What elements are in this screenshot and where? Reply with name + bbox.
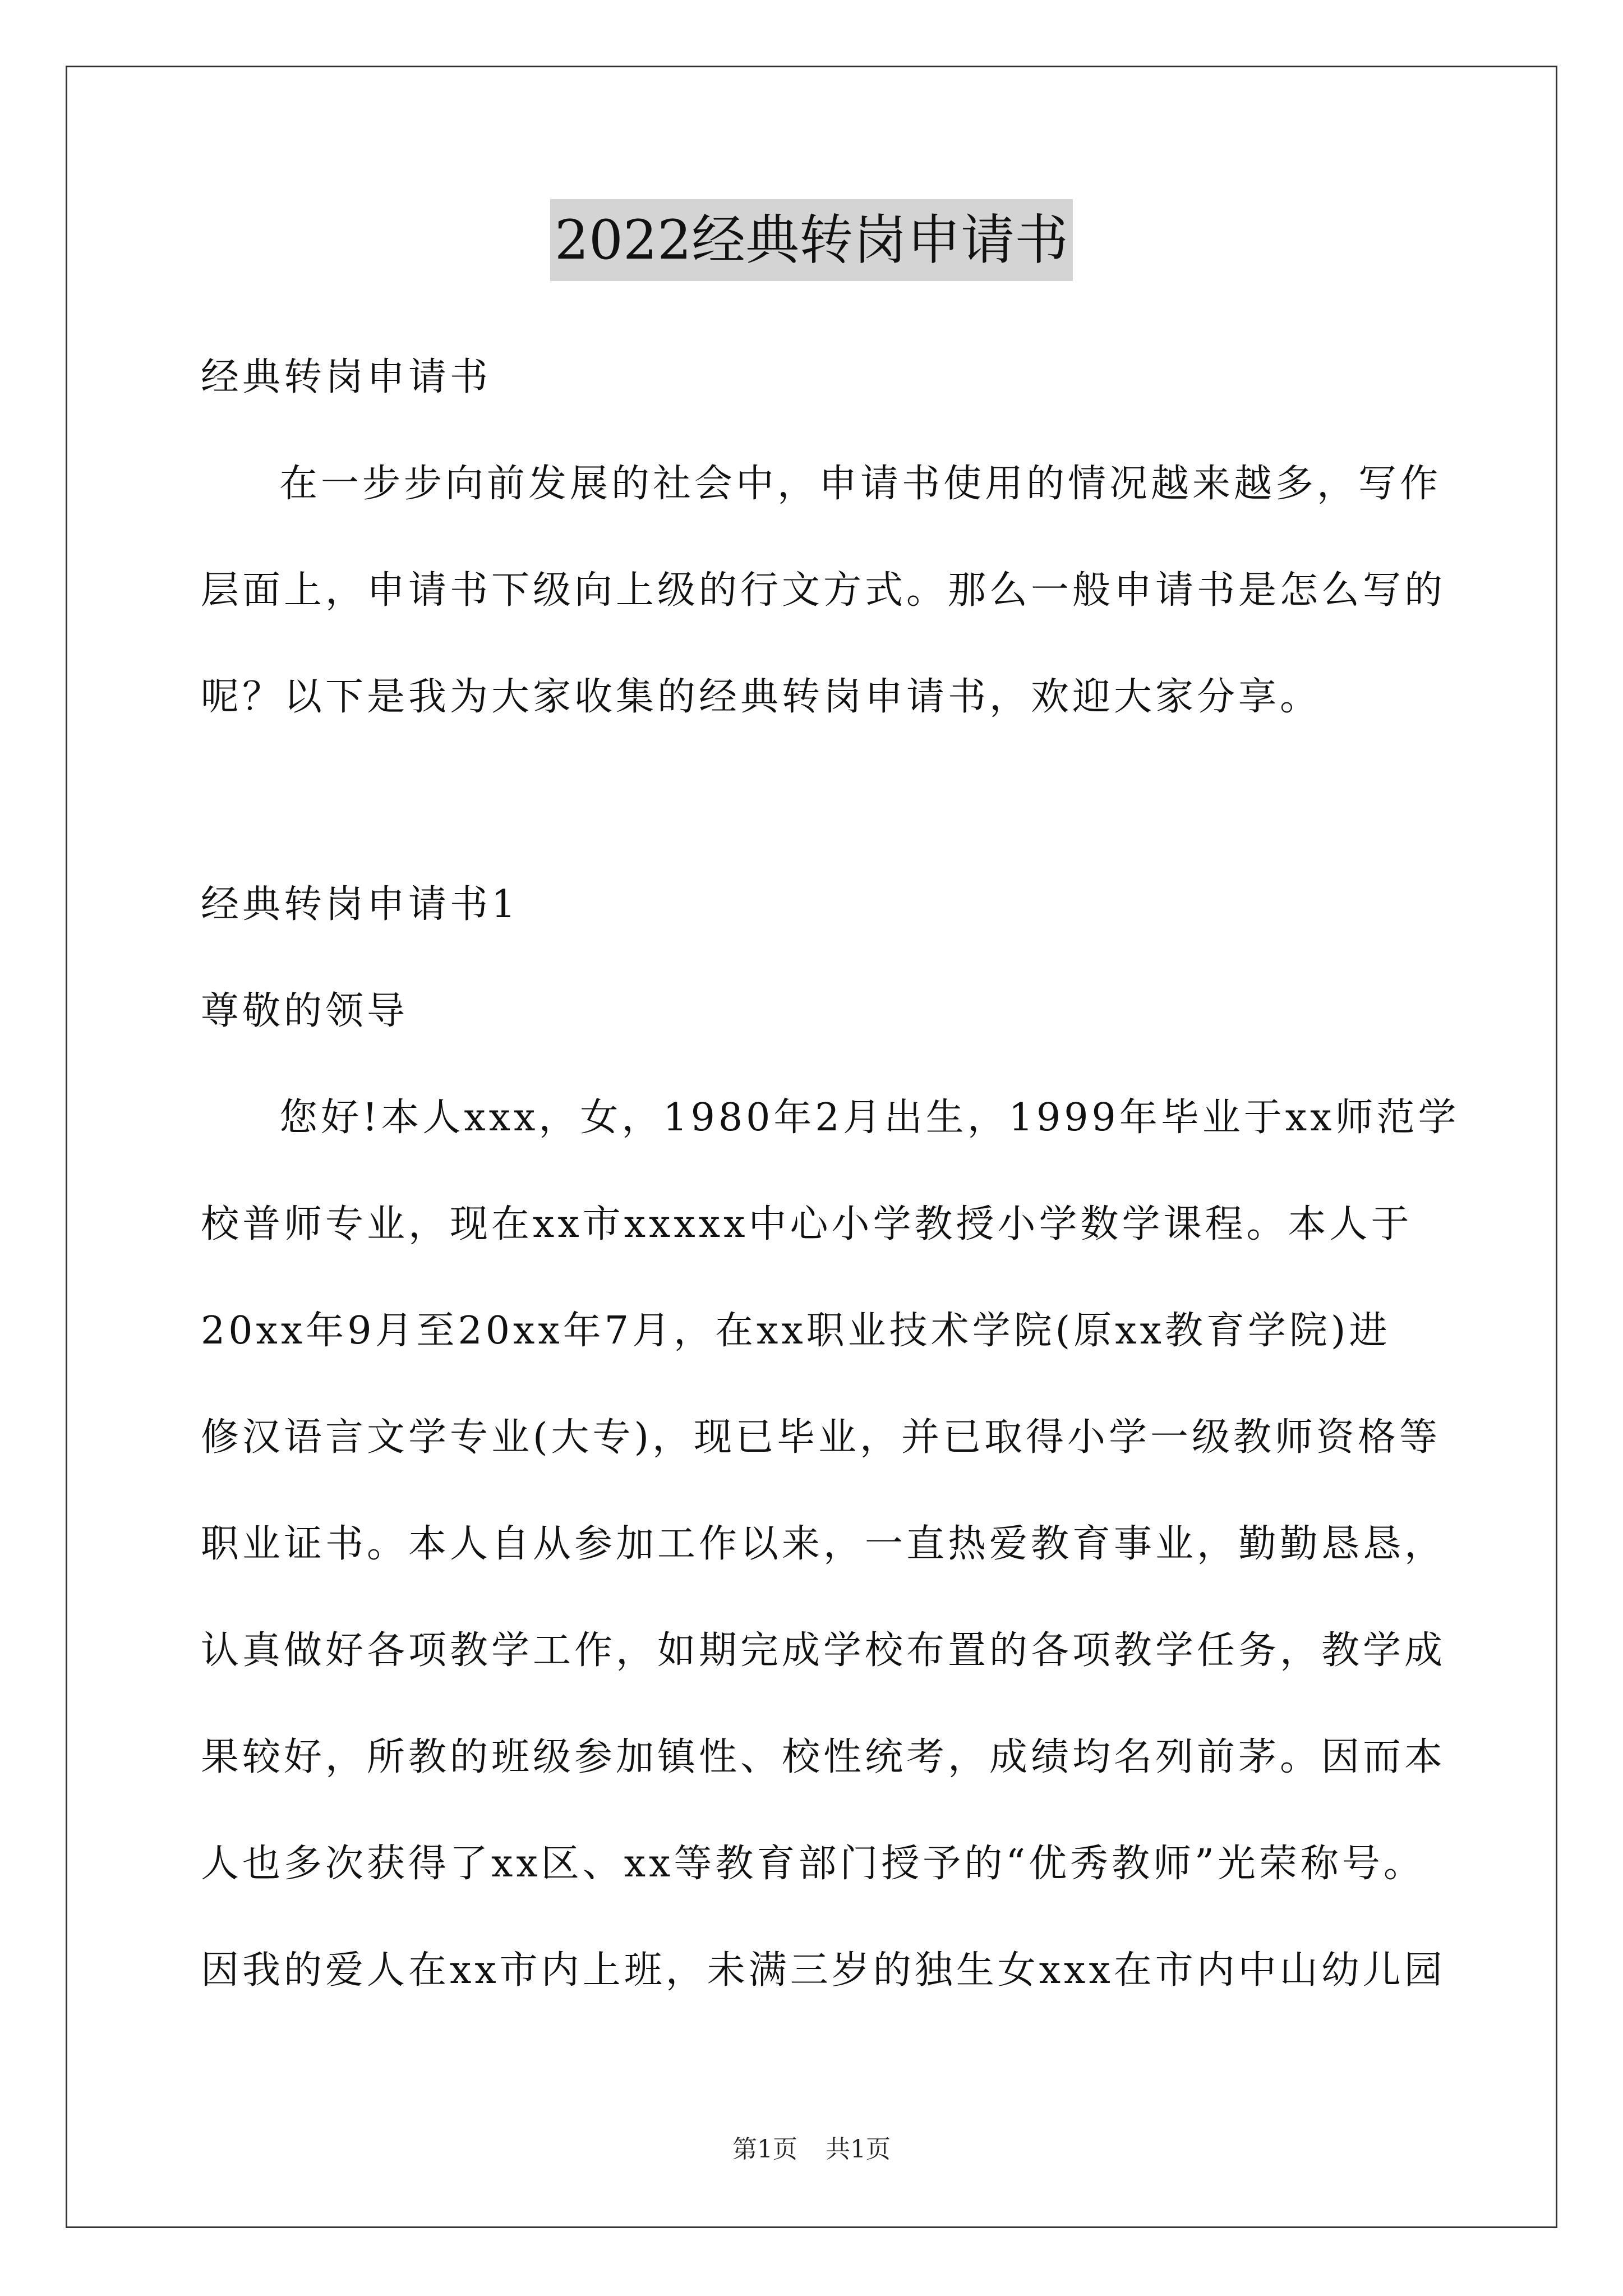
document-body (201, 341, 1460, 2041)
page-footer (0, 2129, 1623, 2165)
paragraph-gap (201, 767, 1437, 868)
title-wrap (0, 199, 1623, 281)
body-line: 您好!本人xxx，女，1980年2月出生，1999年毕业于xx师范学 (279, 1096, 1460, 1140)
body-line: 果较好，所教的班级参加镇性、校性统考，成绩均名列前茅。因而本 (201, 1735, 1446, 1779)
body-line: 20xx年9月至20xx年7月，在xx职业技术学院(原xx教育学院)进 (201, 1309, 1391, 1353)
intro-line: 呢？以下是我为大家收集的经典转岗申请书，欢迎大家分享。 (201, 675, 1322, 719)
body-line: 因我的爱人在xx市内上班，未满三岁的独生女xxx在市内中山幼儿园 (201, 1948, 1446, 1993)
page-total: 共1页 (826, 2135, 891, 2164)
intro-line: 在一步步向前发展的社会中，申请书使用的情况越来越多，写作 (279, 462, 1442, 506)
subtitle: 经典转岗申请书 (201, 355, 492, 399)
body-line: 校普师专业，现在xx市xxxxx中心小学教授小学数学课程。本人于 (201, 1202, 1413, 1246)
body-line: 职业证书。本人自从参加工作以来，一直热爱教育事业，勤勤恳恳， (201, 1522, 1446, 1566)
salutation: 尊敬的领导 (201, 989, 409, 1033)
document-title: 2022经典转岗申请书 (550, 199, 1073, 281)
section-heading: 经典转岗申请书1 (201, 882, 519, 927)
body-line: 人也多次获得了xx区、xx等教育部门授予的“优秀教师”光荣称号。 (201, 1842, 1425, 1886)
intro-line: 层面上，申请书下级向上级的行文方式。那么一般申请书是怎么写的 (201, 568, 1446, 613)
page-number: 第1页 (732, 2135, 797, 2164)
body-line: 修汉语言文学专业(大专)，现已毕业，并已取得小学一级教师资格等 (201, 1415, 1441, 1460)
body-line: 认真做好各项教学工作，如期完成学校布置的各项教学任务，教学成 (201, 1628, 1446, 1673)
